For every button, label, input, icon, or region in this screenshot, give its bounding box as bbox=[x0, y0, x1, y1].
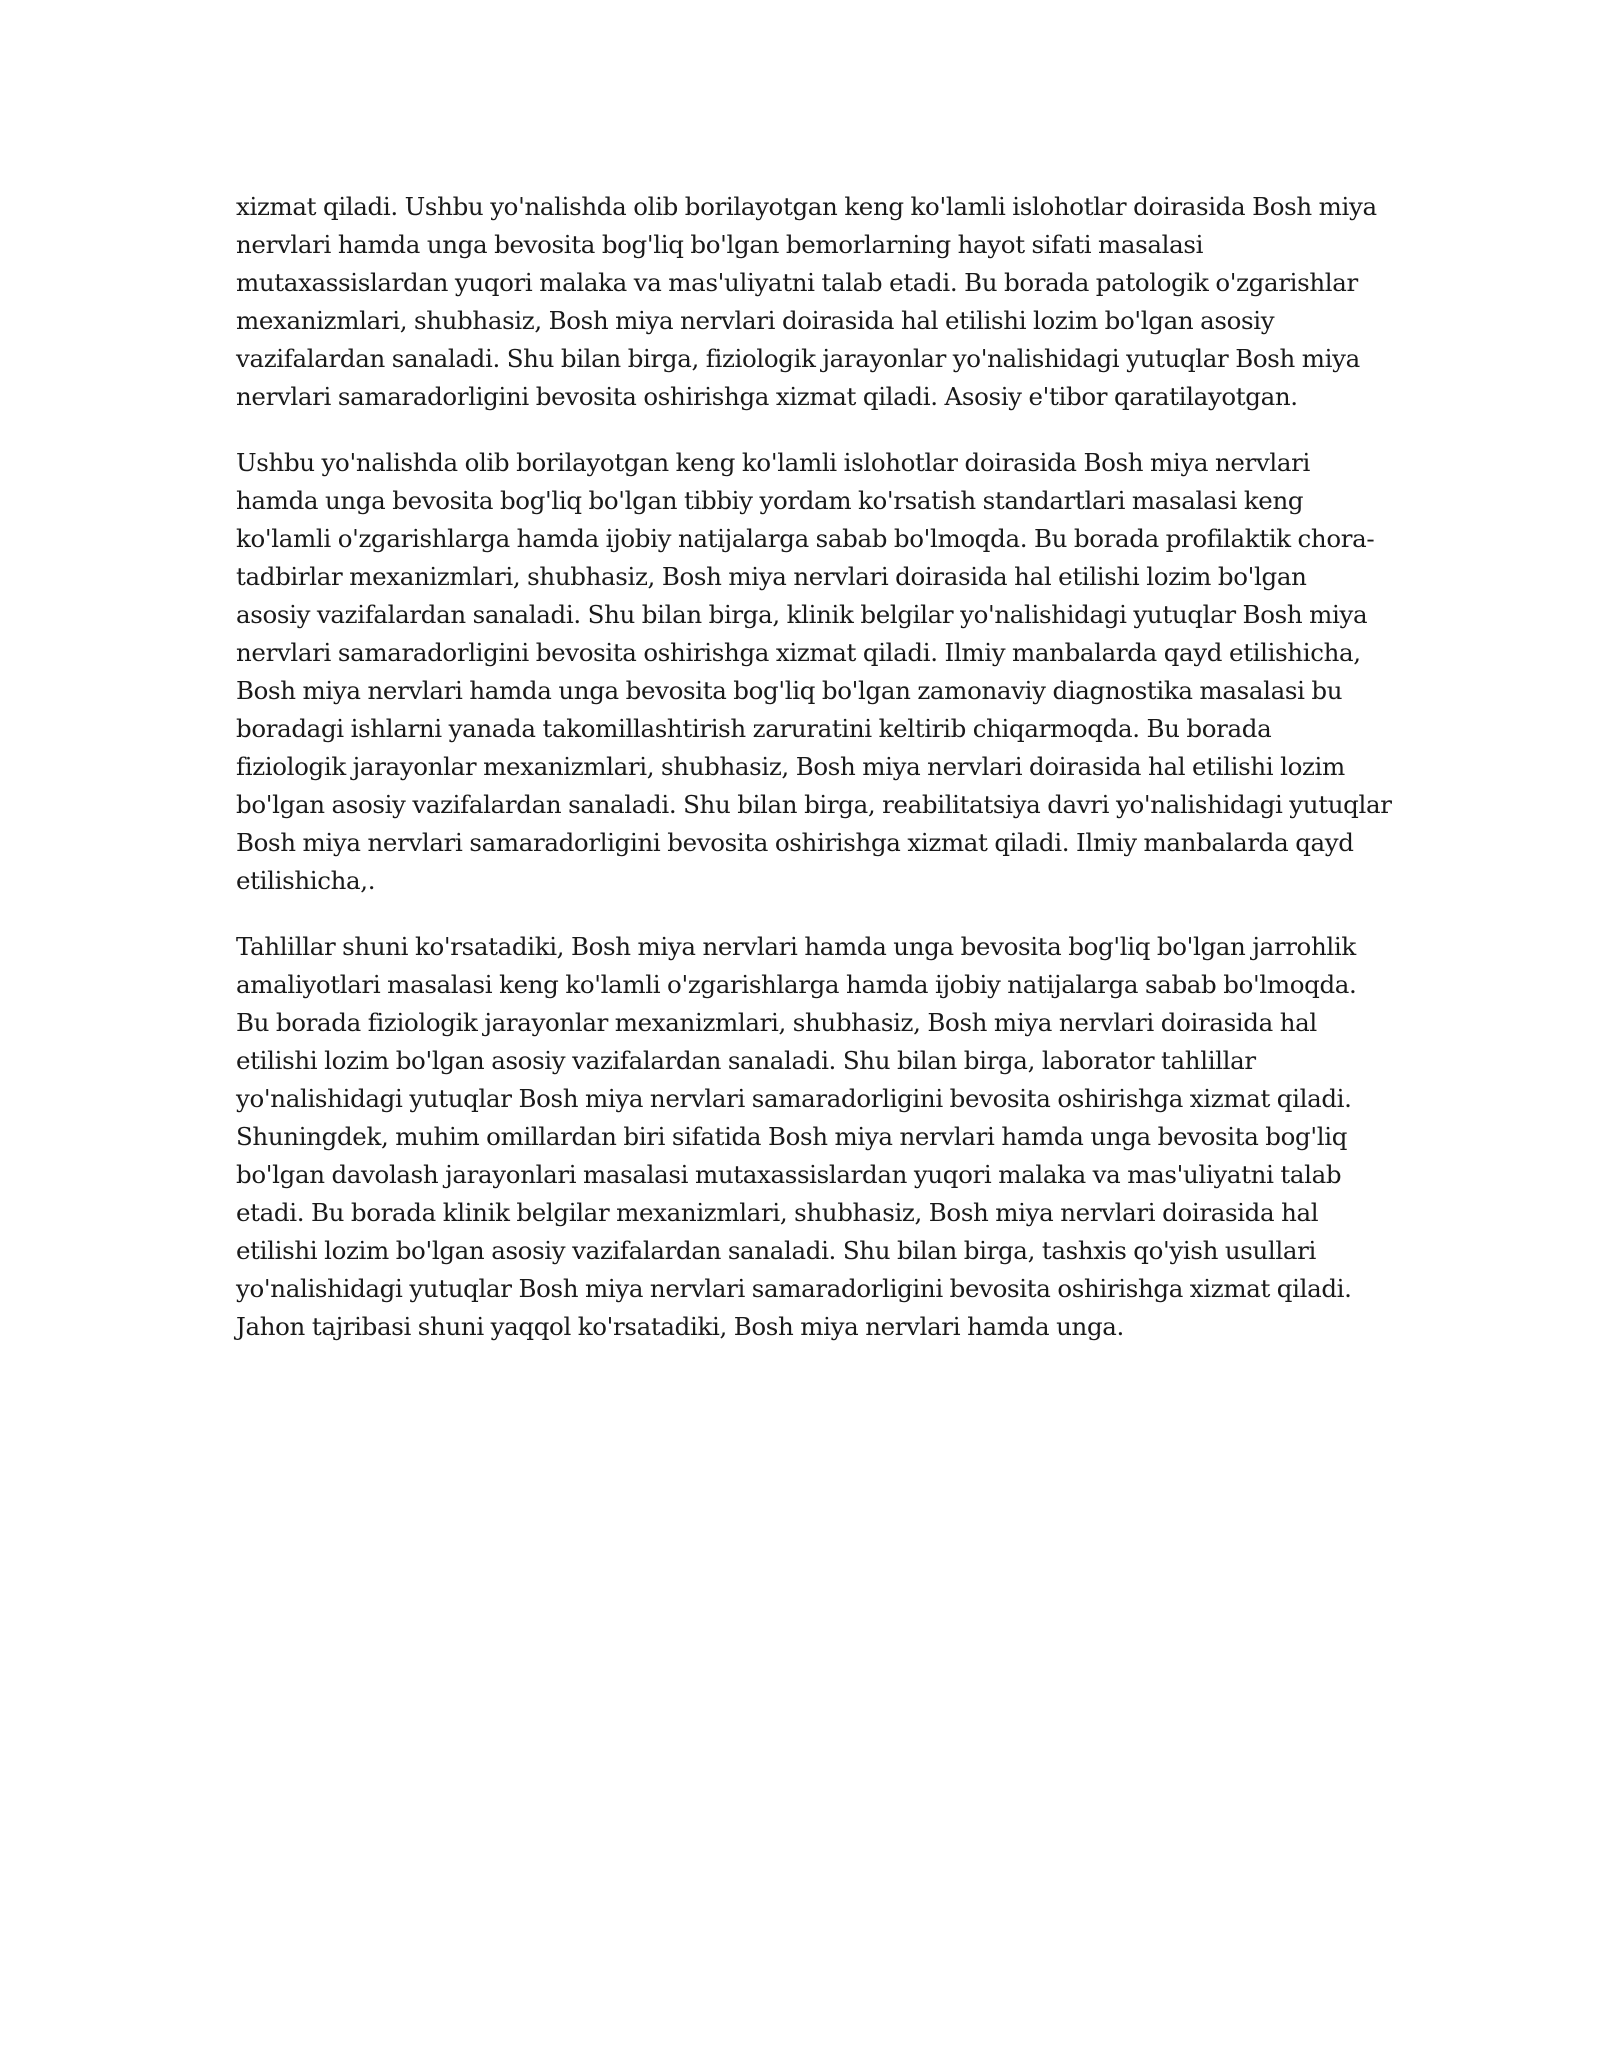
text-line: Ushbu yo'nalishda olib borilayotgan keng ko'lamli islohotlar doirasida Bosh miya nervlari bbox=[236, 448, 1310, 477]
text-line: nervlari samaradorligini bevosita oshirishga xizmat qiladi. Asosiy e'tibor qaratilayotgan. bbox=[236, 382, 1298, 411]
text-line: mexanizmlari, shubhasiz, Bosh miya nervlari doirasida hal etilishi lozim bo'lgan asosiy bbox=[236, 306, 1275, 335]
body-text bbox=[236, 188, 1392, 1374]
text-line: Bosh miya nervlari hamda unga bevosita bog'liq bo'lgan zamonaviy diagnostika masalasi bu bbox=[236, 676, 1343, 705]
text-line: boradagi ishlarni yanada takomillashtirish zaruratini keltirib chiqarmoqda. Bu borada bbox=[236, 714, 1272, 743]
text-line: ko'lamli o'zgarishlarga hamda ijobiy natijalarga sabab bo'lmoqda. Bu borada profilaktik chora- bbox=[236, 524, 1375, 553]
text-line: bo'lgan davolash jarayonlari masalasi mutaxassislardan yuqori malaka va mas'uliyatni talab bbox=[236, 1160, 1342, 1189]
text-line: tadbirlar mexanizmlari, shubhasiz, Bosh miya nervlari doirasida hal etilishi lozim bo'lgan bbox=[236, 562, 1307, 591]
paragraph-2 bbox=[236, 444, 1392, 900]
text-line: yo'nalishidagi yutuqlar Bosh miya nervlari samaradorligini bevosita oshirishga xizmat qiladi. bbox=[236, 1084, 1352, 1113]
text-line: asosiy vazifalardan sanaladi. Shu bilan birga, klinik belgilar yo'nalishidagi yutuqlar Bosh miya bbox=[236, 600, 1368, 629]
text-line: etadi. Bu borada klinik belgilar mexanizmlari, shubhasiz, Bosh miya nervlari doirasida hal bbox=[236, 1198, 1319, 1227]
text-line: Shuningdek, muhim omillardan biri sifatida Bosh miya nervlari hamda unga bevosita bog'liq bbox=[236, 1122, 1348, 1151]
text-line: Tahlillar shuni ko'rsatadiki, Bosh miya nervlari hamda unga bevosita bog'liq bo'lgan jarrohlik bbox=[236, 932, 1356, 961]
text-line: hamda unga bevosita bog'liq bo'lgan tibbiy yordam ko'rsatish standartlari masalasi keng bbox=[236, 486, 1304, 515]
text-line: etilishi lozim bo'lgan asosiy vazifalardan sanaladi. Shu bilan birga, tashxis qo'yish usullari bbox=[236, 1236, 1317, 1265]
text-line: Jahon tajribasi shuni yaqqol ko'rsatadiki, Bosh miya nervlari hamda unga. bbox=[236, 1312, 1124, 1341]
text-line: yo'nalishidagi yutuqlar Bosh miya nervlari samaradorligini bevosita oshirishga xizmat qiladi. bbox=[236, 1274, 1352, 1303]
text-line: fiziologik jarayonlar mexanizmlari, shubhasiz, Bosh miya nervlari doirasida hal etilishi lozim bbox=[236, 752, 1345, 781]
text-line: Bosh miya nervlari samaradorligini bevosita oshirishga xizmat qiladi. Ilmiy manbalarda qayd bbox=[236, 828, 1354, 857]
text-line: etilishicha,. bbox=[236, 866, 376, 895]
paragraph-3 bbox=[236, 928, 1372, 1346]
text-line: Bu borada fiziologik jarayonlar mexanizmlari, shubhasiz, Bosh miya nervlari doirasida hal bbox=[236, 1008, 1317, 1037]
text-line: amaliyotlari masalasi keng ko'lamli o'zgarishlarga hamda ijobiy natijalarga sabab bo'lmoqda. bbox=[236, 970, 1357, 999]
paragraph-1 bbox=[236, 188, 1377, 416]
text-line: xizmat qiladi. Ushbu yo'nalishda olib borilayotgan keng ko'lamli islohotlar doirasida Bosh miya bbox=[236, 192, 1377, 221]
text-line: nervlari samaradorligini bevosita oshirishga xizmat qiladi. Ilmiy manbalarda qayd etilishicha, bbox=[236, 638, 1361, 667]
text-line: etilishi lozim bo'lgan asosiy vazifalardan sanaladi. Shu bilan birga, laborator tahlillar bbox=[236, 1046, 1256, 1075]
text-line: bo'lgan asosiy vazifalardan sanaladi. Shu bilan birga, reabilitatsiya davri yo'nalishidagi yutuqlar bbox=[236, 790, 1392, 819]
text-line: mutaxassislardan yuqori malaka va mas'uliyatni talab etadi. Bu borada patologik o'zgarishlar bbox=[236, 268, 1358, 297]
text-line: nervlari hamda unga bevosita bog'liq bo'lgan bemorlarning hayot sifati masalasi bbox=[236, 230, 1204, 259]
text-line: vazifalardan sanaladi. Shu bilan birga, fiziologik jarayonlar yo'nalishidagi yutuqlar Bosh miya bbox=[236, 344, 1360, 373]
